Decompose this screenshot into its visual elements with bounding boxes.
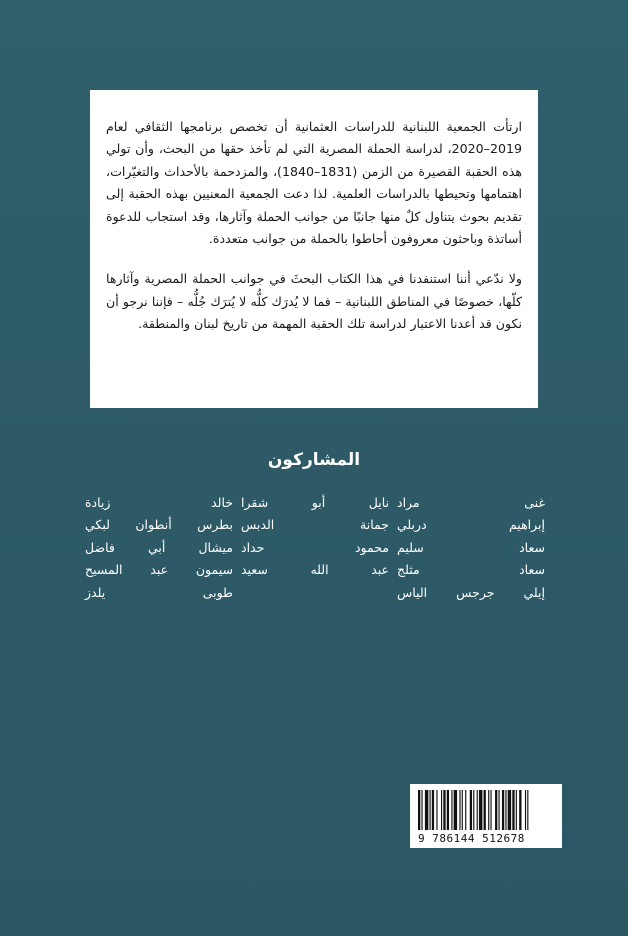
barcode-bar bbox=[462, 790, 463, 830]
participant-name: سعاد سليم bbox=[397, 539, 545, 555]
barcode-bar bbox=[495, 790, 497, 830]
barcode-bar bbox=[479, 790, 482, 830]
barcode-bar bbox=[465, 790, 466, 830]
participant-name: ميشال أبي فاضل bbox=[85, 539, 233, 555]
participant-name: جمانة الدبس bbox=[241, 517, 389, 533]
barcode-bar bbox=[470, 790, 472, 830]
barcode-bar bbox=[519, 790, 521, 830]
barcode-bar bbox=[436, 790, 437, 830]
participant-name: سعاد مثلج bbox=[397, 562, 545, 578]
isbn-number: 9 786144 512678 bbox=[418, 832, 525, 845]
barcode-bar bbox=[425, 790, 428, 830]
barcode-bar bbox=[512, 790, 514, 830]
barcode-bar bbox=[454, 790, 457, 830]
barcode-bar bbox=[447, 790, 449, 830]
participant-name: سيمون عبد المسيح bbox=[85, 562, 233, 578]
participant-name: خالد زيادة bbox=[85, 495, 233, 510]
participant-name: إيلي جرجس الياس bbox=[397, 584, 545, 600]
barcode-bar bbox=[525, 790, 526, 830]
participant-name: محمود حداد bbox=[241, 539, 389, 555]
participants-list bbox=[85, 492, 545, 604]
participant-name: عبد الله سعيد bbox=[241, 562, 389, 578]
isbn-barcode bbox=[410, 784, 562, 848]
barcode-bars-icon bbox=[418, 790, 554, 830]
barcode-bar bbox=[451, 790, 452, 830]
barcode-bar bbox=[488, 790, 489, 830]
barcode-bar bbox=[443, 790, 445, 830]
participant-name: بطرس أنطوان لبكي bbox=[85, 517, 233, 533]
barcode-bar bbox=[459, 790, 460, 830]
barcode-bar bbox=[499, 790, 500, 830]
blurb-paragraph-2: ولا ندّعي أننا استنفدنا في هذا الكتاب البحثَ في جوانب الحملة المصرية وآثارها كلّها، خصوصًا في المناطق اللبنانية – فما لا يُدرَك كلُّه لا يُترَك جُلُّه – فإننا نرجو أن نكون قد أعدنا الاعتبار لدراسة تلك الحقبة المهمة من تاريخ لبنان والمنطقة. bbox=[106, 271, 522, 332]
blurb-paragraph-1: ارتأت الجمعية اللبنانية للدراسات العثمانية أن تخصص برنامجها الثقافي لعام 2019–2020، لدراسة الحملة المصرية التي لم تأخذ حقها من البحث، وأن تولي هذه الحقبة القصيرة من الزمن (1831–1840)، والمزدحمة بالأحداث والتغيّرات، اهتمامها وتحيطها بالدراسات العلمية. لذا دعت الجمعية المعنيين بهذه الحقبة إلى تقديم بحوث يتناول كلٌ منها جانبًا من جوانب الحملة وآثارها، وقد استجاب للدعوة أساتذة وباحثون معروفون أحاطوا بالحملة من جوانب متعددة. bbox=[106, 119, 522, 247]
barcode-bar bbox=[505, 790, 506, 830]
barcode-bar bbox=[490, 790, 491, 830]
participant-name: طوبى يلدز bbox=[85, 584, 233, 600]
barcode-bar bbox=[508, 790, 511, 830]
participant-name: نايل أبو شقرا bbox=[241, 495, 389, 510]
barcode-bar bbox=[441, 790, 442, 830]
barcode-bar bbox=[502, 790, 504, 830]
barcode-bar bbox=[516, 790, 517, 830]
barcode-bar bbox=[418, 790, 420, 830]
barcode-bar bbox=[473, 790, 474, 830]
participant-name: غنى مراد bbox=[397, 495, 545, 510]
barcode-bar bbox=[527, 790, 528, 830]
barcode-bar bbox=[430, 790, 431, 830]
barcode-bar bbox=[421, 790, 422, 830]
participants-title: المشاركون bbox=[267, 450, 361, 470]
barcode-bar bbox=[484, 790, 486, 830]
barcode-bar bbox=[432, 790, 434, 830]
participant-name: إبراهيم دربلي bbox=[397, 517, 545, 533]
participants-column-2 bbox=[241, 492, 389, 604]
participants-column-3 bbox=[397, 492, 545, 604]
participants-column-1 bbox=[85, 492, 233, 604]
barcode-bar bbox=[477, 790, 478, 830]
blurb-panel bbox=[90, 90, 538, 408]
